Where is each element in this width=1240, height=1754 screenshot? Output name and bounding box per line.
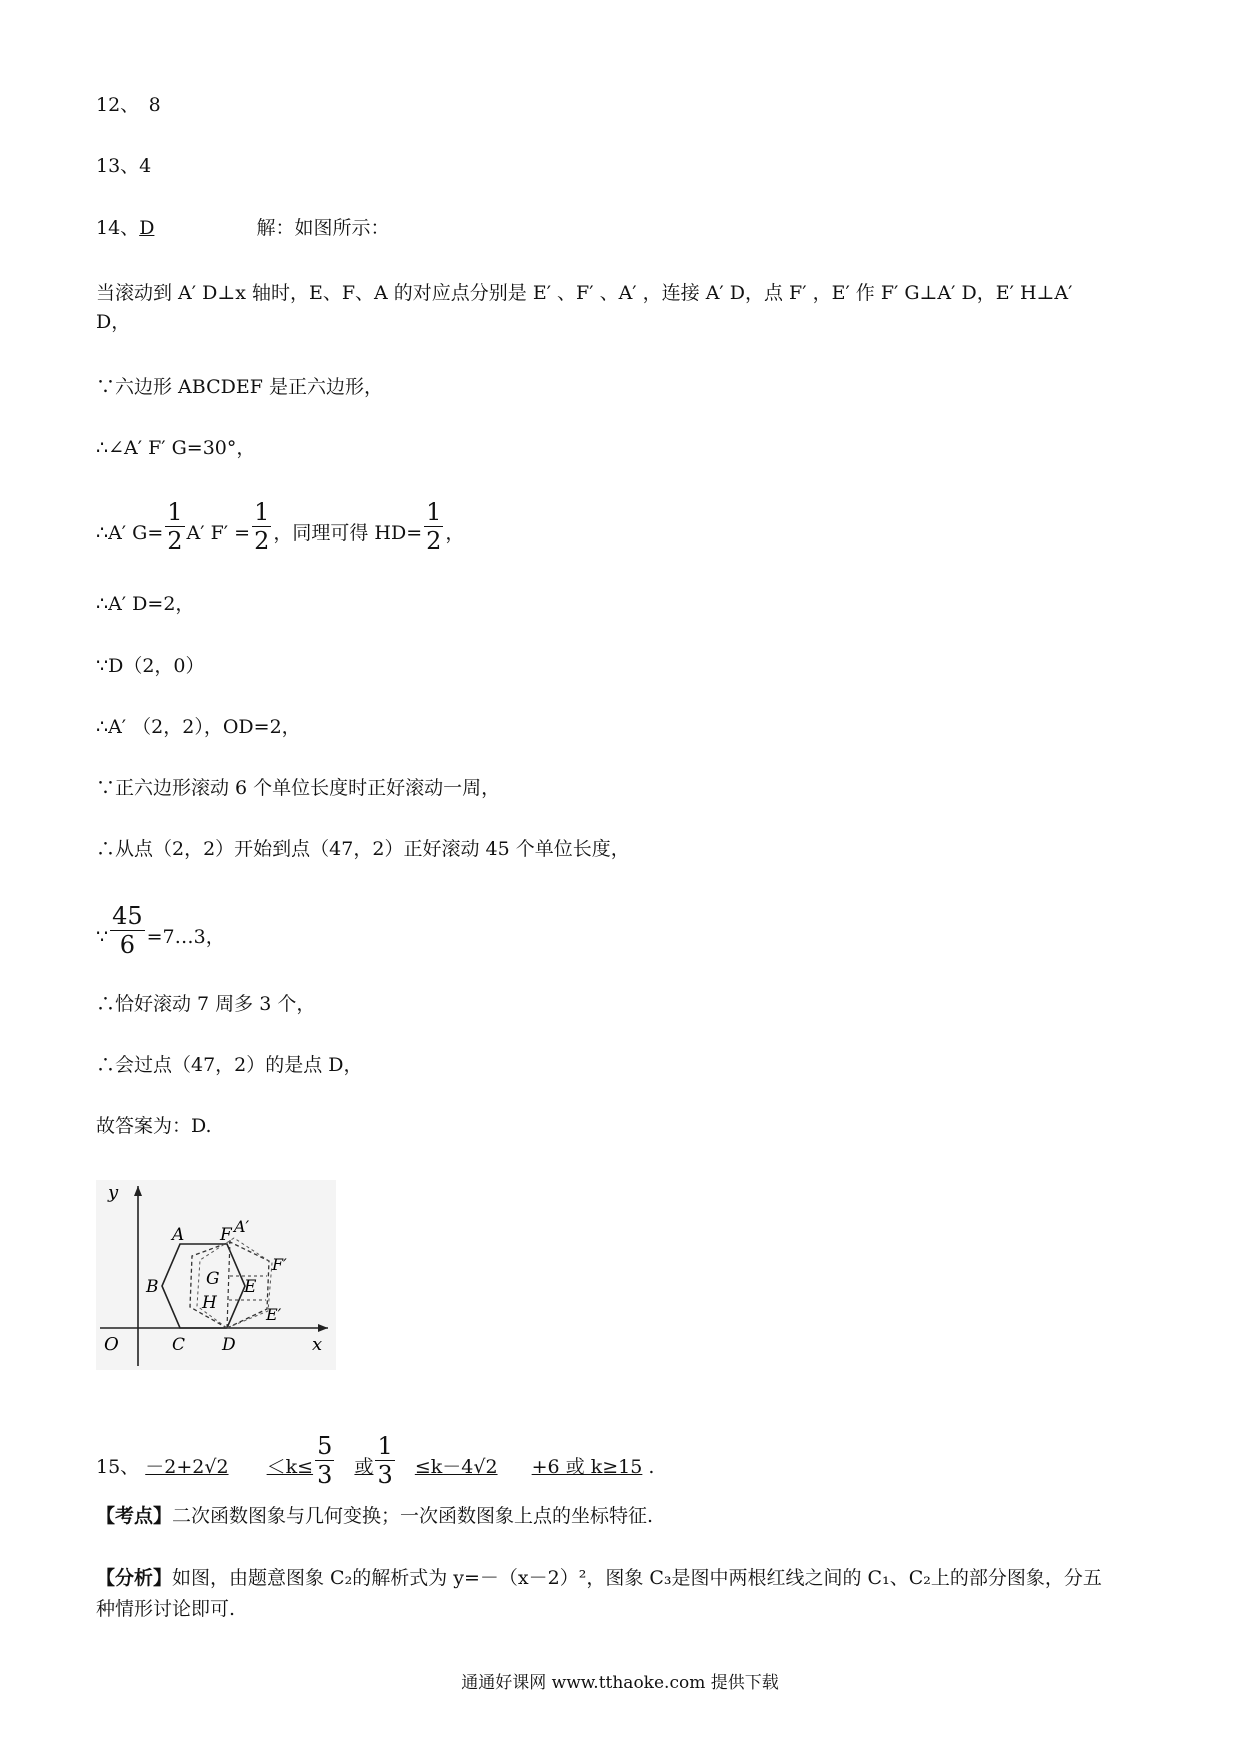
kaodian-tag: 【考点】 [96, 1505, 173, 1527]
answer-12: 12、 8 [96, 94, 161, 116]
division-text-a: ∵ [96, 926, 109, 948]
when-line-2: D， [96, 311, 131, 333]
ag-text-b: A′ F′ = [186, 522, 251, 544]
answer-15 [96, 1434, 654, 1487]
fraction-5-3 [315, 1434, 334, 1487]
label-g: G [206, 1269, 220, 1289]
ag-text-a: ∴A′ G= [96, 522, 164, 544]
division-statement [96, 904, 225, 957]
fraction-45-6 [110, 904, 145, 957]
fenxi-tag: 【分析】 [96, 1567, 173, 1589]
fraction-denominator: 6 [119, 931, 135, 959]
label-f-prime: F′ [272, 1255, 287, 1274]
page-footer: 通通好课网 www.tthaoke.com 提供下载 [461, 1673, 779, 1693]
label-y: y [108, 1182, 119, 1203]
q14-solution-intro: 解：如图所示： [256, 217, 390, 239]
ag-statement [96, 500, 464, 553]
ag-text-c: ，同理可得 HD= [273, 522, 423, 544]
fraction-numerator: 45 [112, 902, 143, 930]
fraction-denominator: 3 [317, 1461, 333, 1489]
q14-answer: D [139, 217, 155, 239]
fenxi-line-1 [96, 1565, 1102, 1591]
label-a: A [172, 1225, 185, 1245]
fraction-numerator: 1 [167, 498, 183, 526]
label-f: F [220, 1225, 232, 1245]
label-a-prime: A′ [234, 1217, 250, 1236]
when-line-1: 当滚动到 A′ D⊥x 轴时，E、F、A 的对应点分别是 E′ 、F′ 、A′ ，连接 A′ D，点 F′ ，E′ 作 F′ G⊥A′ D，E′ H⊥A′ [96, 282, 1073, 304]
q15-part-4: ≤k－4√2 [414, 1456, 498, 1478]
hexagon-figure [96, 1180, 336, 1370]
fraction-denominator: 2 [426, 527, 442, 555]
fraction-numerator: 1 [426, 498, 442, 526]
q15-part-1: －2+2√2 [145, 1456, 229, 1478]
q14-number: 14、 [96, 217, 140, 239]
fraction-half [252, 500, 271, 553]
angle-statement: ∴∠A′ F′ G=30°， [96, 437, 256, 459]
a-prime-point: ∴A′ （2，2），OD=2， [96, 716, 301, 738]
seven-turns-statement: ∴恰好滚动 7 周多 3 个， [96, 993, 316, 1015]
from-point-statement: ∴从点（2，2）开始到点（47，2）正好滚动 45 个单位长度， [96, 838, 630, 860]
q15-or: 或 [354, 1456, 374, 1478]
ad-statement: ∴A′ D=2， [96, 593, 195, 615]
label-b: B [146, 1277, 159, 1297]
fraction-half [165, 500, 184, 553]
pass-point-statement: ∴会过点（47，2）的是点 D， [96, 1054, 363, 1076]
q15-end: . [648, 1456, 655, 1478]
fraction-denominator: 2 [254, 527, 270, 555]
fraction-denominator: 2 [167, 527, 183, 555]
hexagon-statement: ∵六边形 ABCDEF 是正六边形， [96, 376, 383, 398]
q15-part-5: +6 或 k≥15 [531, 1456, 643, 1478]
label-c: C [172, 1335, 186, 1355]
label-e: E [244, 1277, 257, 1297]
fraction-1-3 [375, 1434, 394, 1487]
q15-number: 15、 [96, 1456, 140, 1478]
ag-text-d: ， [445, 522, 465, 544]
label-h: H [202, 1293, 217, 1313]
fraction-numerator: 5 [317, 1432, 333, 1460]
final-answer: 故答案为：D. [96, 1115, 212, 1137]
kaodian-text: 二次函数图象与几何变换；一次函数图象上点的坐标特征. [172, 1505, 654, 1527]
kaodian-line [96, 1503, 653, 1529]
label-o: O [104, 1334, 119, 1355]
fenxi-line-2: 种情形讨论即可. [96, 1598, 236, 1620]
label-d: D [222, 1335, 236, 1355]
division-text-b: =7…3， [146, 926, 225, 948]
fraction-denominator: 3 [377, 1461, 393, 1489]
six-units-statement: ∵正六边形滚动 6 个单位长度时正好滚动一周， [96, 777, 501, 799]
answer-13: 13、4 [96, 155, 152, 177]
fraction-numerator: 1 [254, 498, 270, 526]
answer-14 [96, 215, 390, 241]
d-point: ∵D（2，0） [96, 655, 205, 677]
fenxi-text: 如图，由题意图象 C₂的解析式为 y=－（x－2）²，图象 C₃是图中两根红线之间的 C₁、C₂上的部分图象，分五 [172, 1567, 1102, 1589]
fraction-half [424, 500, 443, 553]
label-x: x [312, 1334, 323, 1355]
fraction-numerator: 1 [377, 1432, 393, 1460]
label-e-prime: E′ [266, 1305, 282, 1324]
q15-part-2: ＜k≤ [266, 1456, 314, 1478]
